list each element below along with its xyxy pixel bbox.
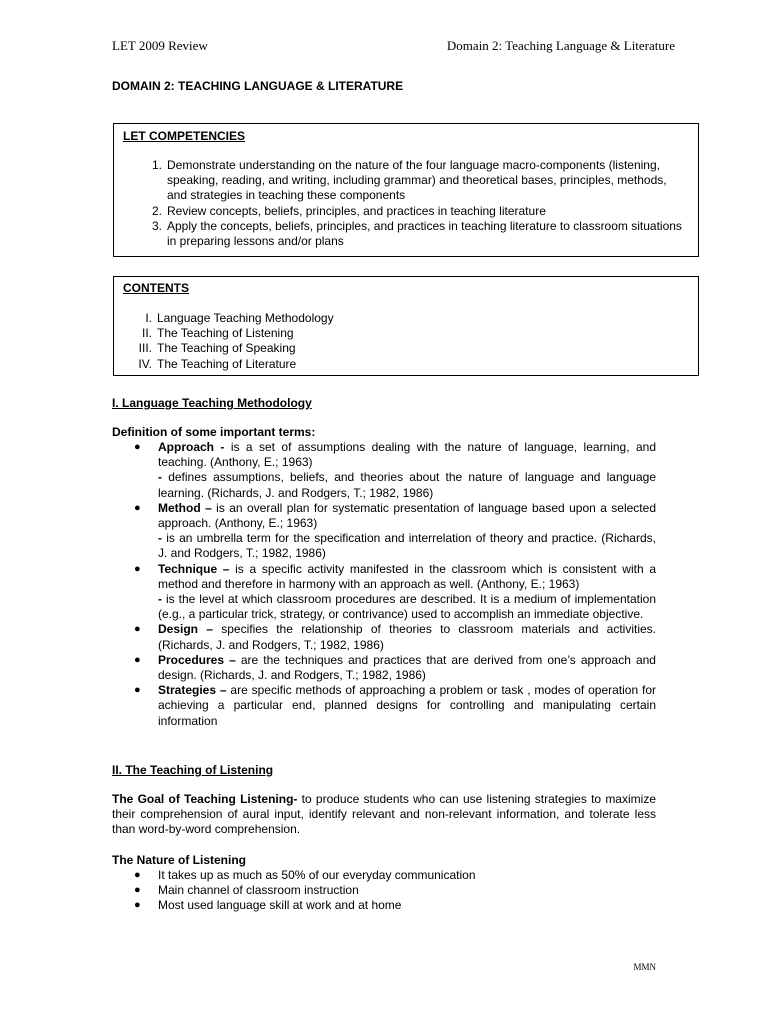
item-number: IV.	[138, 356, 152, 371]
goal-paragraph	[112, 792, 656, 838]
term-definition: specifies the relationship of theories to classroom materials and activities. (Richards, J. and Rodgers, T.; 1982, 1986)	[158, 622, 657, 652]
item-number: I.	[145, 311, 152, 325]
nature-item	[134, 883, 656, 898]
dash-mark: -	[158, 470, 162, 485]
subdefinition-text: is the level at which classroom procedures are described. It is a medium of implementation (e.g., a particular trick, strategy, or contrivance) used to accomplish an immediate objective.	[158, 592, 656, 622]
term-label: Method –	[158, 500, 212, 515]
contents-item	[114, 326, 334, 341]
running-header-left: LET 2009 Review	[112, 38, 208, 53]
term-definition: is a specific activity manifested in the classroom which is consistent with a method and therefore in harmony with an approach as well. (Anthony, E.; 1963)	[158, 561, 656, 591]
item-number: 2.	[151, 203, 162, 218]
definitions-heading: Definition of some important terms:	[112, 425, 316, 439]
item-text: The Teaching of Speaking	[157, 341, 296, 356]
item-text: The Teaching of Listening	[157, 326, 294, 341]
item-text: The Teaching of Literature	[157, 356, 297, 371]
competency-item	[114, 219, 687, 249]
dash-mark: -	[158, 592, 162, 607]
term-label: Approach -	[158, 440, 225, 454]
item-number: II.	[141, 326, 152, 341]
bullet-icon: ●	[134, 501, 141, 514]
nature-item	[134, 868, 656, 883]
contents-list	[114, 311, 334, 372]
item-text: Review concepts, beliefs, principles, and practices in teaching literature	[167, 203, 546, 218]
bullet-icon: ●	[134, 653, 141, 666]
item-number: III.	[138, 341, 152, 356]
definitions-list	[134, 440, 656, 729]
contents-item	[114, 357, 334, 372]
subdefinition-text: is an umbrella term for the specification and interrelation of theory and practice. (Richards, J. and Rodgers, T.; 1982, 1986)	[158, 531, 656, 561]
term-subdefinition	[158, 592, 656, 622]
term-label: Strategies –	[158, 683, 227, 698]
bullet-icon: ●	[134, 684, 141, 697]
definition-item	[134, 622, 656, 652]
bullet-icon: ●	[134, 899, 141, 912]
contents-item	[114, 311, 334, 326]
item-number: 1.	[151, 158, 162, 172]
item-text: Language Teaching Methodology	[157, 311, 334, 325]
definition-item	[134, 501, 656, 562]
definition-item	[134, 440, 656, 501]
item-number: 3.	[151, 218, 162, 233]
definition-item	[134, 653, 656, 683]
running-header-right: Domain 2: Teaching Language & Literature	[446, 38, 675, 53]
definition-item	[134, 683, 656, 729]
term-subdefinition	[158, 470, 656, 500]
nature-list	[134, 868, 656, 914]
goal-text: to produce students who can use listening strategies to maximize their comprehension of aural input, identify relevant and non-relevant information, and tolerate less than word-by-word comprehension.	[112, 792, 656, 837]
term-definition: is a set of assumptions dealing with the nature of language, learning, and teaching. (Anthony, E.; 1963)	[158, 440, 656, 470]
competency-item	[114, 204, 687, 219]
term-subdefinition	[158, 531, 656, 561]
term-definition: are specific methods of approaching a problem or task , modes of operation for achieving a particular end, planned designs for controlling and manipulating certain information	[158, 683, 656, 728]
bullet-icon: ●	[134, 562, 141, 575]
term-label: Procedures –	[158, 652, 236, 667]
bullet-icon: ●	[134, 869, 141, 881]
item-text: Apply the concepts, beliefs, principles, and practices in teaching literature to classroom situations in preparing lessons and/or plans	[167, 218, 682, 249]
page-title: DOMAIN 2: TEACHING LANGUAGE & LITERATURE	[112, 79, 404, 93]
nature-item-text: Main channel of classroom instruction	[158, 883, 359, 898]
nature-item	[134, 898, 656, 913]
competencies-box	[113, 123, 699, 257]
term-label: Design –	[158, 622, 213, 637]
contents-heading: CONTENTS	[123, 281, 189, 295]
term-definition: are the techniques and practices that are derived from one’s approach and design. (Richards, J. and Rodgers, T.; 1982, 1986)	[158, 652, 656, 683]
dash-mark: -	[158, 531, 162, 546]
nature-item-text: Most used language skill at work and at home	[158, 898, 402, 913]
term-definition: is an overall plan for systematic presentation of language based upon a selected approach. (Anthony, E.; 1963)	[158, 500, 656, 531]
nature-heading: The Nature of Listening	[112, 853, 247, 867]
item-text: Demonstrate understanding on the nature of the four language macro-components (listening, speaking, reading, and writing, including grammar) and theoretical bases, principles, methods, and strategies in teaching these components	[167, 158, 667, 203]
competencies-heading: LET COMPETENCIES	[123, 129, 246, 143]
competencies-list	[114, 158, 687, 249]
nature-item-text: It takes up as much as 50% of our everyday communication	[158, 868, 476, 882]
definition-item	[134, 562, 656, 623]
subdefinition-text: defines assumptions, beliefs, and theories about the nature of language and language learning. (Richards, J. and Rodgers, T.; 1982, 1986)	[158, 470, 656, 500]
footer-initials: MMN	[633, 962, 656, 972]
term-label: Technique –	[158, 561, 230, 576]
section-heading-methodology: I. Language Teaching Methodology	[112, 396, 312, 410]
contents-box	[113, 276, 699, 376]
goal-label: The Goal of Teaching Listening-	[112, 792, 298, 806]
bullet-icon: ●	[134, 884, 141, 897]
section-heading-listening: II. The Teaching of Listening	[112, 763, 274, 777]
competency-item	[114, 158, 687, 204]
contents-item	[114, 341, 334, 356]
bullet-icon: ●	[134, 623, 141, 636]
bullet-icon: ●	[134, 441, 141, 453]
